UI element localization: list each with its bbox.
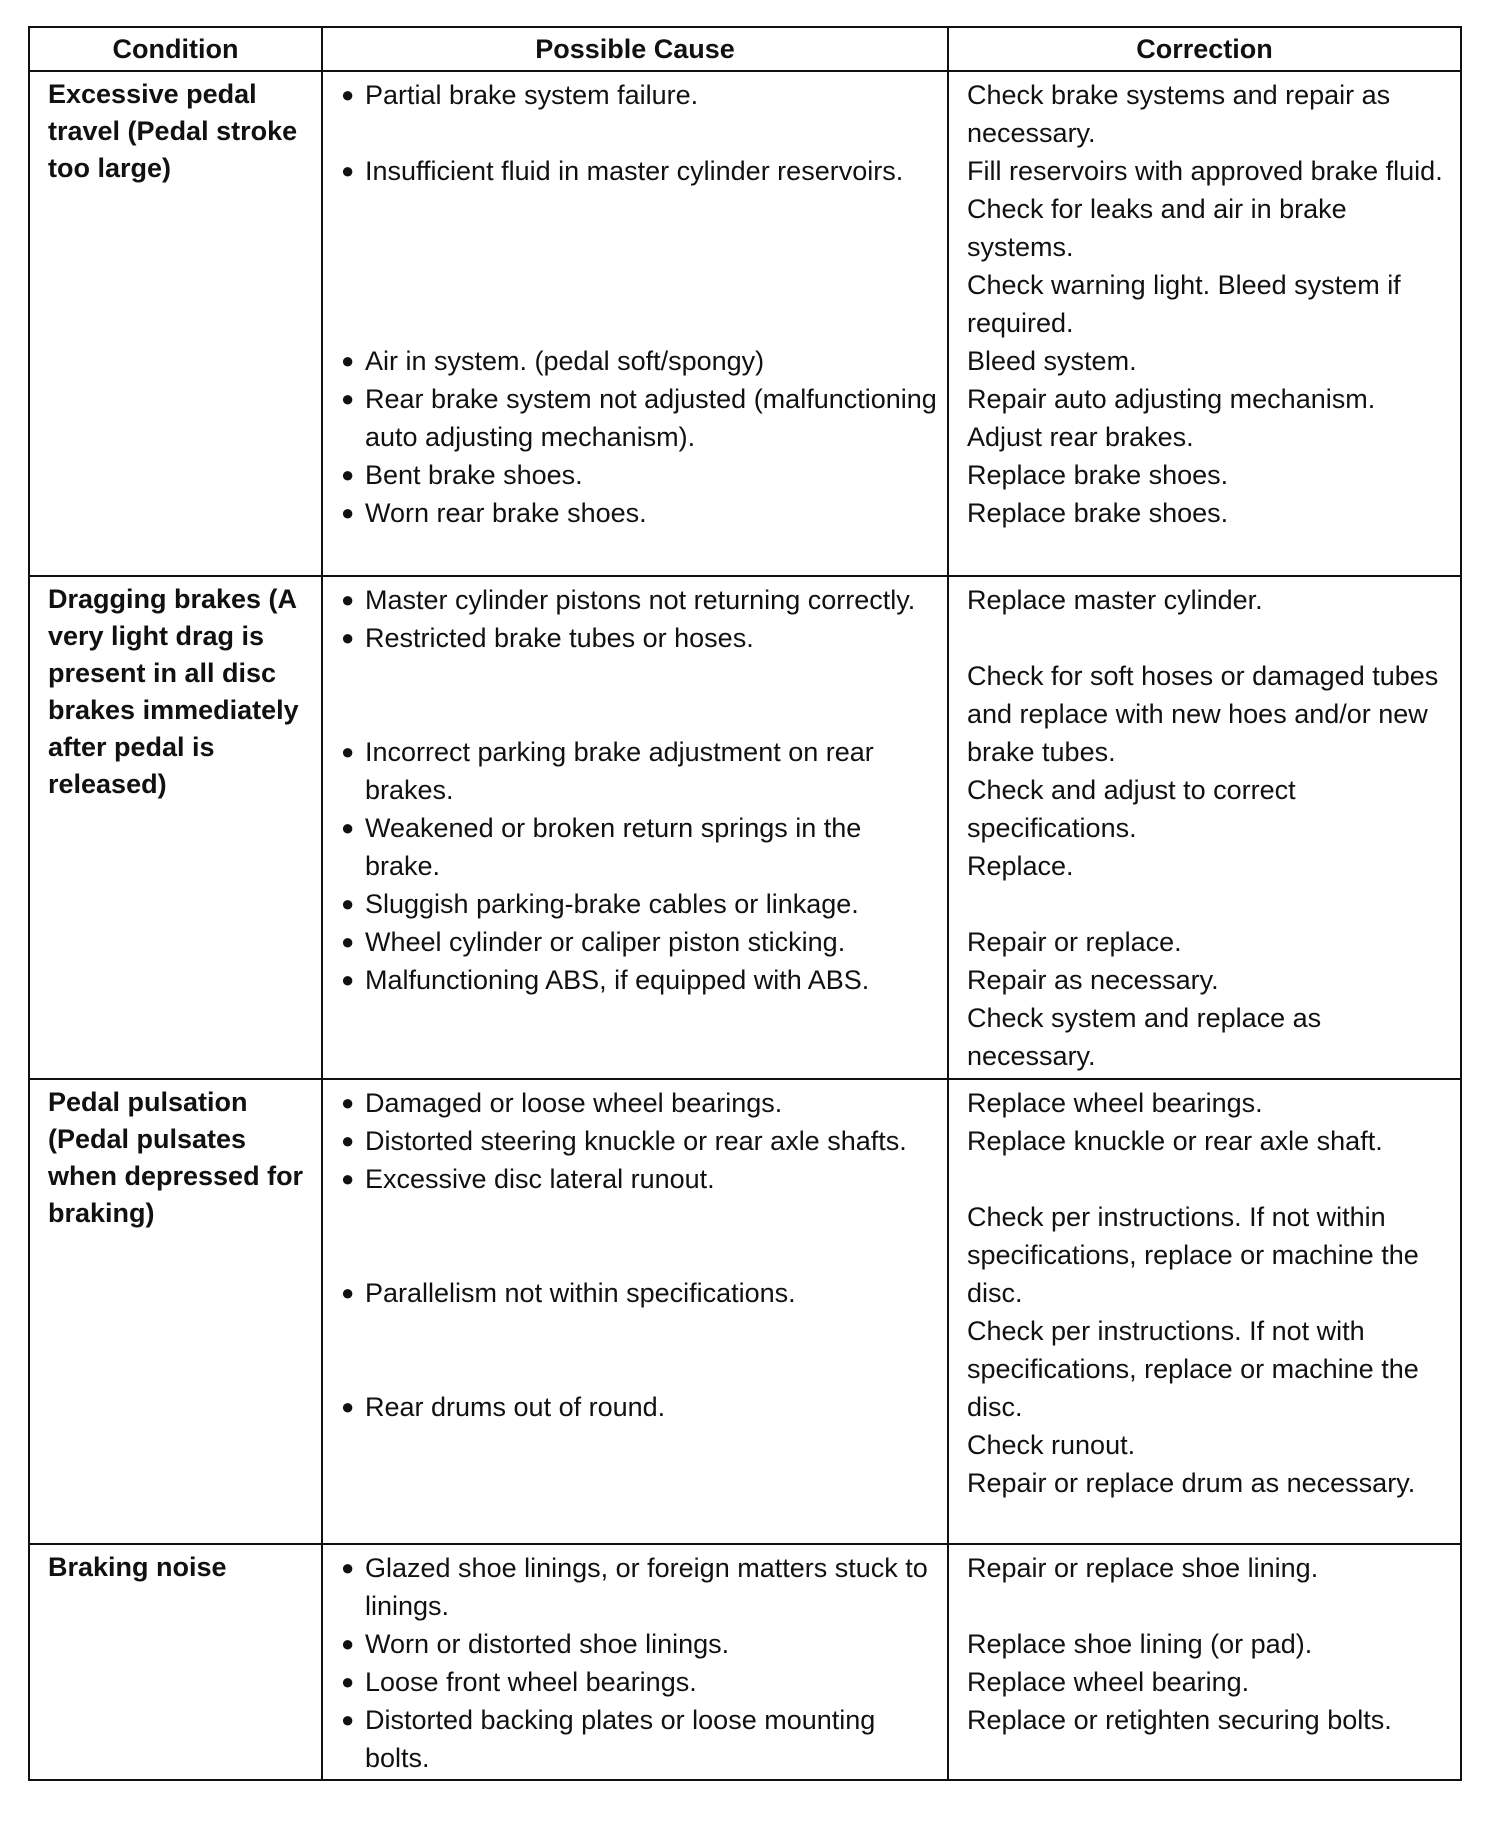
cause-item: ● Rear drums out of round. (341, 1388, 937, 1426)
correction-item: Check for soft hoses or damaged tubes and replace with new hoes and/or new brake tubes. (967, 661, 1439, 767)
possible-cause-header: Possible Cause (322, 27, 948, 71)
correction-item: Check per instructions. If not within specifications, replace or machine the disc. (967, 1202, 1419, 1308)
bullet-icon: ● (341, 1707, 355, 1732)
cause-item: ● Excessive disc lateral runout. (341, 1160, 937, 1198)
correction-item: Replace. (967, 851, 1074, 881)
correction-item: Replace wheel bearings. (967, 1088, 1263, 1118)
cause-cell (322, 576, 948, 1079)
cause-item: ● Loose front wheel bearings. (341, 1663, 937, 1701)
correction-item: Replace shoe lining (or pad). (967, 1629, 1313, 1659)
bullet-icon: ● (341, 1555, 355, 1580)
cause-item: ● Insufficient fluid in master cylinder reservoirs. (341, 152, 937, 190)
correction-item: Replace wheel bearing. (967, 1667, 1250, 1697)
brake-troubleshooting-table (28, 26, 1462, 1781)
condition-cell (29, 1544, 322, 1780)
cause-item: ● Distorted steering knuckle or rear axle shafts. (341, 1122, 937, 1160)
correction-item: Fill reservoirs with approved brake fluid. (967, 156, 1443, 186)
bullet-icon: ● (341, 462, 355, 487)
correction-item: Replace or retighten securing bolts. (967, 1705, 1392, 1735)
cause-cell (322, 1544, 948, 1780)
bullet-icon: ● (341, 1669, 355, 1694)
cause-cell (322, 71, 948, 576)
cause-item: ● Parallelism not within specifications. (341, 1274, 937, 1312)
cause-item: ● Air in system. (pedal soft/spongy) (341, 342, 937, 380)
bullet-icon: ● (341, 1631, 355, 1656)
correction-item: Repair as necessary. (967, 965, 1219, 995)
bullet-icon: ● (341, 739, 355, 764)
bullet-icon: ● (341, 386, 355, 411)
cause-item: ● Worn rear brake shoes. (341, 494, 937, 532)
table-row (29, 576, 1461, 1079)
table-row (29, 71, 1461, 576)
correction-item: Check and adjust to correct specifications. (967, 775, 1296, 843)
correction-item: Check runout. (967, 1430, 1136, 1460)
bullet-icon: ● (341, 500, 355, 525)
correction-cell (948, 1544, 1461, 1780)
cause-item: ● Sluggish parking-brake cables or linkage. (341, 885, 937, 923)
bullet-icon: ● (341, 625, 355, 650)
correction-item: Check for leaks and air in brake systems. (967, 194, 1347, 262)
cause-item: ● Wheel cylinder or caliper piston sticking. (341, 923, 937, 961)
cause-item: ● Damaged or loose wheel bearings. (341, 1084, 937, 1122)
correction-item: Check system and replace as necessary. (967, 1003, 1322, 1071)
bullet-icon: ● (341, 1090, 355, 1115)
correction-item: Bleed system. (967, 346, 1137, 376)
table-header-row (29, 27, 1461, 71)
bullet-icon: ● (341, 1128, 355, 1153)
cause-item: ● Weakened or broken return springs in the brake. (341, 809, 937, 885)
bullet-icon: ● (341, 967, 355, 992)
bullet-icon: ● (341, 891, 355, 916)
bullet-icon: ● (341, 1280, 355, 1305)
troubleshooting-page (28, 26, 1460, 1781)
cause-item: ● Glazed shoe linings, or foreign matters stuck to linings. (341, 1549, 937, 1625)
table-row (29, 1079, 1461, 1544)
bullet-icon: ● (341, 929, 355, 954)
correction-cell (948, 71, 1461, 576)
cause-item: ● Distorted backing plates or loose mounting bolts. (341, 1701, 937, 1777)
correction-item: Replace brake shoes. (967, 498, 1229, 528)
bullet-icon: ● (341, 1166, 355, 1191)
bullet-icon: ● (341, 587, 355, 612)
correction-item: Repair or replace drum as necessary. (967, 1468, 1416, 1498)
condition-cell (29, 71, 322, 576)
correction-item: Repair or replace. (967, 927, 1182, 957)
correction-cell (948, 1079, 1461, 1544)
cause-item: ● Bent brake shoes. (341, 456, 937, 494)
correction-item: Check per instructions. If not with specifications, replace or machine the disc. (967, 1316, 1419, 1422)
correction-item: Check brake systems and repair as necessary. (967, 80, 1391, 148)
condition-text: Excessive pedal travel (Pedal stroke too large) (48, 79, 298, 183)
bullet-icon: ● (341, 1394, 355, 1419)
correction-item: Replace brake shoes. (967, 460, 1229, 490)
correction-item: Replace master cylinder. (967, 585, 1263, 615)
correction-item: Replace knuckle or rear axle shaft. (967, 1126, 1383, 1156)
condition-text: Braking noise (48, 1552, 227, 1582)
correction-item: Check warning light. Bleed system if required. (967, 270, 1401, 338)
correction-cell (948, 576, 1461, 1079)
bullet-icon: ● (341, 158, 355, 183)
condition-text: Pedal pulsation (Pedal pulsates when depressed for braking) (48, 1087, 304, 1228)
correction-header: Correction (948, 27, 1461, 71)
correction-item: Repair or replace shoe lining. (967, 1553, 1319, 1583)
cause-item: ● Master cylinder pistons not returning correctly. (341, 581, 937, 619)
condition-cell (29, 1079, 322, 1544)
bullet-icon: ● (341, 82, 355, 107)
cause-item: ● Malfunctioning ABS, if equipped with ABS. (341, 961, 937, 999)
condition-header: Condition (29, 27, 322, 71)
condition-text: Dragging brakes (A very light drag is present in all disc brakes immediately after pedal is released) (48, 584, 299, 799)
correction-item: Adjust rear brakes. (967, 422, 1194, 452)
cause-item: ● Worn or distorted shoe linings. (341, 1625, 937, 1663)
cause-cell (322, 1079, 948, 1544)
cause-item: ● Incorrect parking brake adjustment on rear brakes. (341, 733, 937, 809)
table-row (29, 1544, 1461, 1780)
condition-cell (29, 576, 322, 1079)
cause-item: ● Partial brake system failure. (341, 76, 937, 114)
bullet-icon: ● (341, 815, 355, 840)
cause-item: ● Rear brake system not adjusted (malfunctioning auto adjusting mechanism). (341, 380, 937, 456)
bullet-icon: ● (341, 348, 355, 373)
correction-item: Repair auto adjusting mechanism. (967, 384, 1376, 414)
cause-item: ● Restricted brake tubes or hoses. (341, 619, 937, 657)
